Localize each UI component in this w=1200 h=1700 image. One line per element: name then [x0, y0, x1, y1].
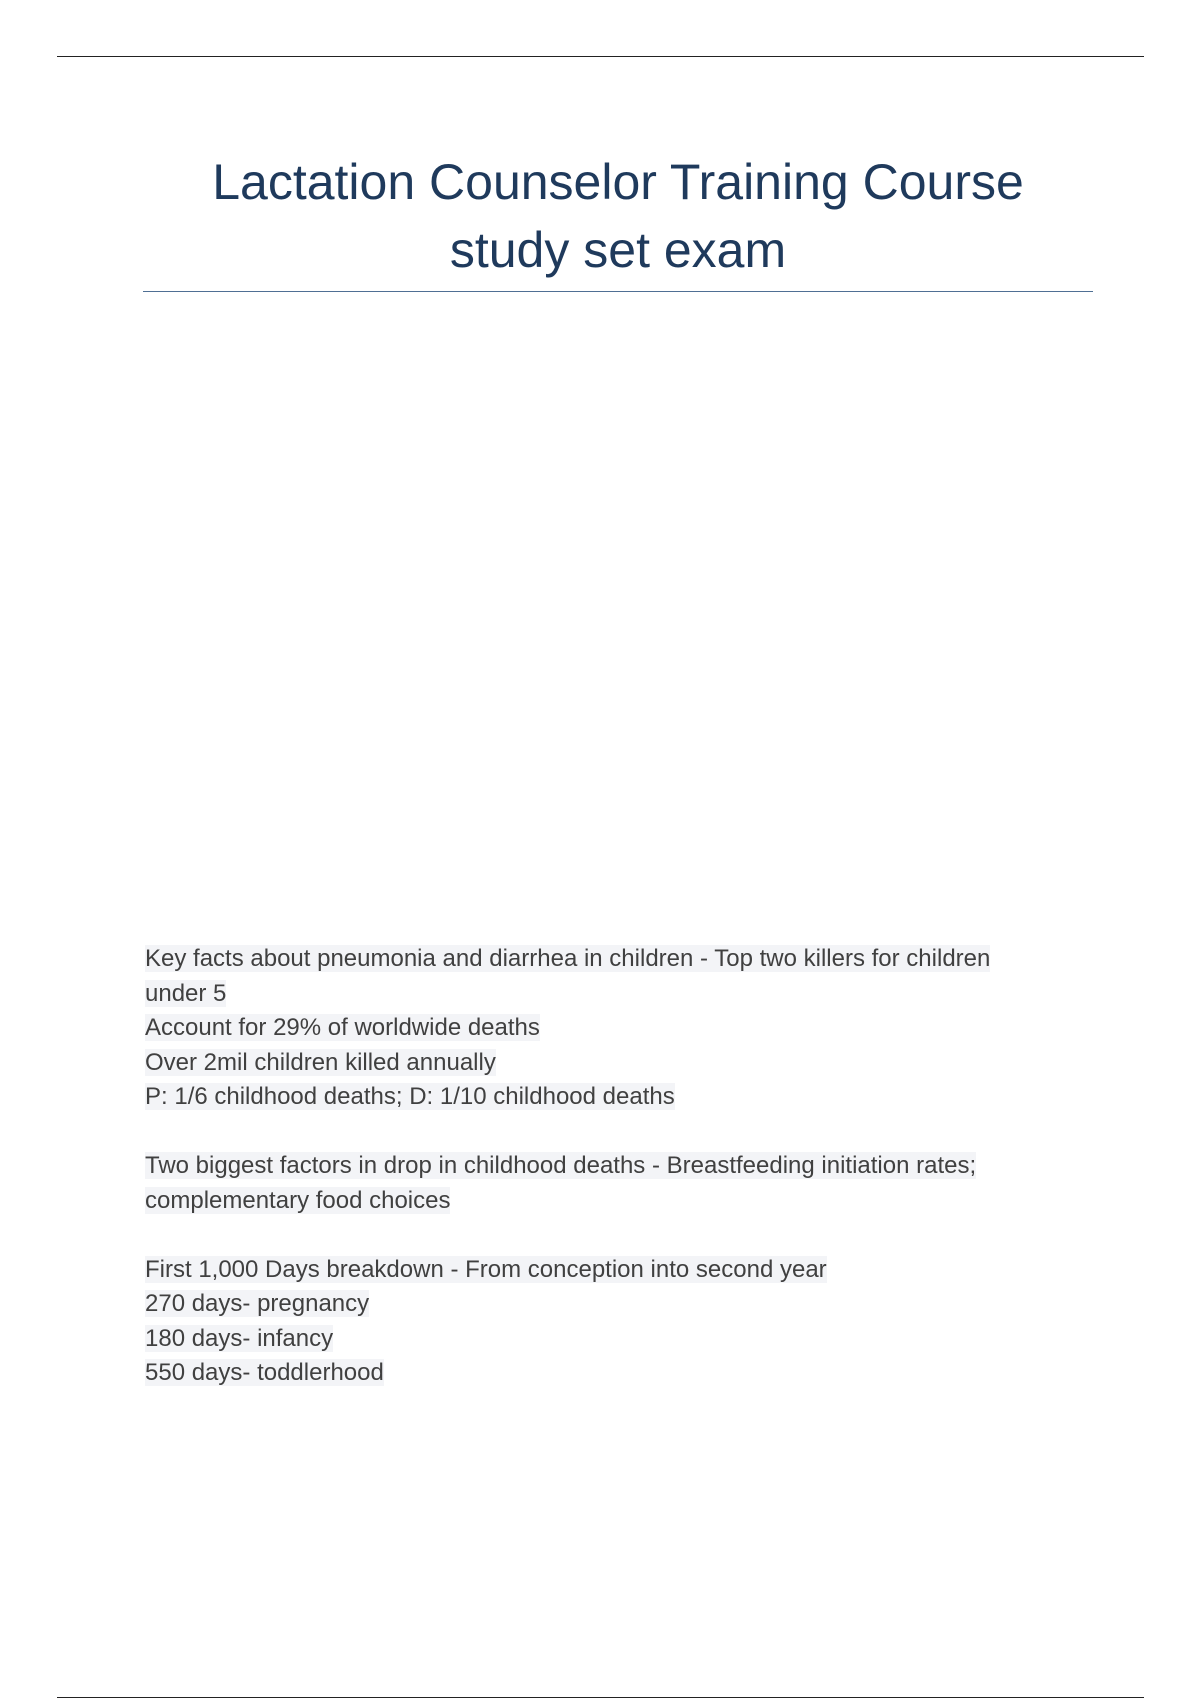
title-line-2: study set exam	[449, 222, 787, 278]
study-entry-first-1000-days	[145, 1253, 1085, 1391]
entry-line: Over 2mil children killed annually	[145, 1048, 496, 1076]
entry-line: Key facts about pneumonia and diarrhea in children - Top two killers for children	[145, 945, 991, 972]
header-rule	[57, 56, 1144, 57]
entry-line: P: 1/6 childhood deaths; D: 1/10 childhood deaths	[145, 1083, 675, 1110]
entry-line: complementary food choices	[145, 1186, 451, 1214]
entry-line: 550 days- toddlerhood	[145, 1359, 384, 1386]
entry-line: under 5	[145, 979, 227, 1007]
title-line-1: Lactation Counselor Training Course	[212, 154, 1024, 210]
footer-rule	[57, 1697, 1144, 1698]
title-underline	[143, 291, 1093, 292]
entry-line: Two biggest factors in drop in childhood deaths - Breastfeeding initiation rates;	[145, 1152, 977, 1179]
document-title	[143, 148, 1093, 284]
entry-line: 180 days- infancy	[145, 1324, 334, 1352]
entry-line: 270 days- pregnancy	[145, 1290, 370, 1317]
entry-line: Account for 29% of worldwide deaths	[145, 1014, 540, 1041]
study-content	[145, 942, 1085, 1425]
entry-line: First 1,000 Days breakdown - From conception into second year	[145, 1255, 827, 1283]
study-entry-childhood-deaths-factors	[145, 1149, 1085, 1218]
study-entry-pneumonia-diarrhea	[145, 942, 1085, 1115]
